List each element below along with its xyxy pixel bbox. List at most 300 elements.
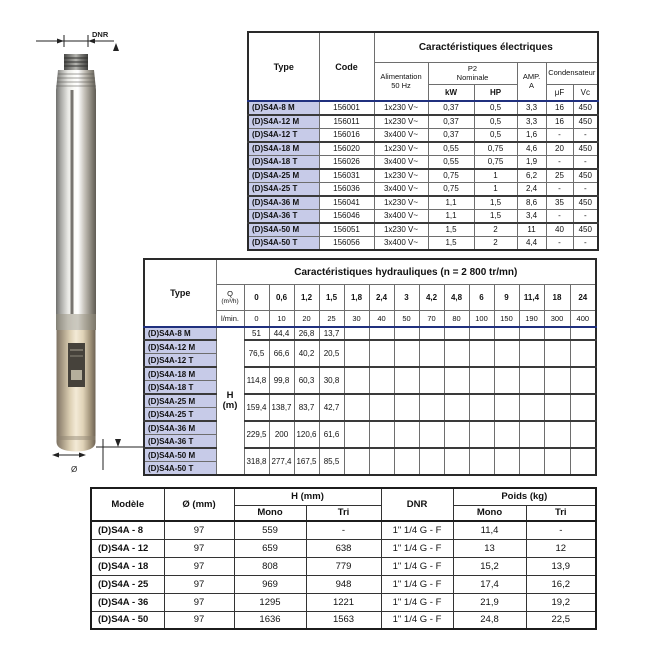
head-value <box>544 394 570 421</box>
cell-p_mono: 13 <box>453 539 526 557</box>
head-value: 76,5 <box>244 340 269 367</box>
head-value: 277,4 <box>269 448 294 475</box>
cell-alim: 3x400 V~ <box>374 210 428 224</box>
cell-vc: 450 <box>573 101 598 115</box>
cell-uf: 35 <box>546 196 573 210</box>
cell-kw: 1,5 <box>428 237 474 251</box>
cell-hp: 2 <box>474 223 517 237</box>
cell-code: 156001 <box>319 101 374 115</box>
dimension-arrow-icon <box>88 39 95 44</box>
dimension-arrow-icon <box>52 453 59 458</box>
lmin-value: 70 <box>419 311 444 327</box>
electrical-row <box>248 237 598 251</box>
cell-kw: 1,1 <box>428 196 474 210</box>
hydraulic-table-title: Caractéristiques hydrauliques (n = 2 800 tr/mn) <box>216 259 596 285</box>
dimensions-table-body <box>91 521 596 629</box>
hydraulic-table-body <box>144 327 596 476</box>
cell-a: 1,6 <box>517 129 546 143</box>
cell-h_tri: - <box>306 521 381 539</box>
col-header-code: Code <box>319 32 374 101</box>
q-value: 9 <box>494 285 519 311</box>
cell-type: (D)S4A-12 M <box>248 115 319 129</box>
cell-a: 3,4 <box>517 210 546 224</box>
cell-alim: 1x230 V~ <box>374 169 428 183</box>
electrical-row <box>248 129 598 143</box>
cell-uf: 16 <box>546 115 573 129</box>
col-header-p-tri: Tri <box>526 505 596 521</box>
col-header-dnr: DNR <box>381 488 453 521</box>
cell-p_mono: 11,4 <box>453 521 526 539</box>
cell-type: (D)S4A-18 T <box>248 156 319 170</box>
head-value <box>394 327 419 341</box>
col-header-type: Type <box>144 259 216 327</box>
cell-kw: 0,37 <box>428 129 474 143</box>
col-header-h-tri: Tri <box>306 505 381 521</box>
cell-vc: 450 <box>573 196 598 210</box>
head-value <box>369 367 394 394</box>
electrical-row <box>248 169 598 183</box>
head-value: 200 <box>269 421 294 448</box>
head-value <box>344 394 369 421</box>
head-value <box>544 448 570 475</box>
cell-hp: 2 <box>474 237 517 251</box>
col-header-type: Type <box>248 32 319 101</box>
head-value: 20,5 <box>319 340 344 367</box>
dimensions-row <box>91 593 596 611</box>
cell-vc: - <box>573 156 598 170</box>
cell-h_mono: 808 <box>234 557 306 575</box>
head-value <box>469 448 494 475</box>
head-value <box>444 394 469 421</box>
cell-dnr: 1" 1/4 G - F <box>381 593 453 611</box>
head-value: 229,5 <box>244 421 269 448</box>
electrical-table-title: Caractéristiques électriques <box>374 32 598 63</box>
cell-alim: 1x230 V~ <box>374 196 428 210</box>
head-value <box>369 394 394 421</box>
head-value: 13,7 <box>319 327 344 341</box>
head-value <box>519 340 544 367</box>
head-value <box>544 421 570 448</box>
cell-hp: 0,5 <box>474 129 517 143</box>
head-value: 318,8 <box>244 448 269 475</box>
cell-hp: 0,75 <box>474 156 517 170</box>
head-value <box>394 340 419 367</box>
head-value <box>544 367 570 394</box>
electrical-row <box>248 210 598 224</box>
head-value <box>369 340 394 367</box>
cell-model: (D)S4A - 12 <box>91 539 164 557</box>
head-value: 159,4 <box>244 394 269 421</box>
head-value <box>494 340 519 367</box>
q-value: 1,8 <box>344 285 369 311</box>
dimensions-row <box>91 539 596 557</box>
head-value <box>369 327 394 341</box>
head-value <box>494 327 519 341</box>
lmin-value: 150 <box>494 311 519 327</box>
cell-alim: 3x400 V~ <box>374 156 428 170</box>
q-value: 1,2 <box>294 285 319 311</box>
col-header-poids: Poids (kg) <box>453 488 596 505</box>
cell-uf: - <box>546 237 573 251</box>
cell-a: 6,2 <box>517 169 546 183</box>
electrical-row <box>248 156 598 170</box>
head-value <box>570 448 596 475</box>
cell-kw: 1,5 <box>428 223 474 237</box>
cell-diameter: 97 <box>164 539 234 557</box>
cell-type: (D)S4A-12 T <box>144 354 216 368</box>
head-value <box>494 394 519 421</box>
hydraulic-row <box>144 367 596 381</box>
cell-code: 156031 <box>319 169 374 183</box>
cell-code: 156046 <box>319 210 374 224</box>
q-value: 11,4 <box>519 285 544 311</box>
cell-hp: 1,5 <box>474 210 517 224</box>
cell-h_tri: 1563 <box>306 611 381 629</box>
cell-code: 156026 <box>319 156 374 170</box>
pump-thread <box>64 54 88 70</box>
lmin-value: 40 <box>369 311 394 327</box>
hydraulic-characteristics-table <box>143 258 597 476</box>
head-value <box>344 421 369 448</box>
head-value <box>394 367 419 394</box>
cell-dnr: 1" 1/4 G - F <box>381 557 453 575</box>
lmin-value: 0 <box>244 311 269 327</box>
cell-h_mono: 559 <box>234 521 306 539</box>
cell-kw: 0,75 <box>428 169 474 183</box>
head-value <box>469 340 494 367</box>
cell-hp: 1 <box>474 183 517 197</box>
cell-a: 3,3 <box>517 101 546 115</box>
pump-body <box>56 90 96 314</box>
head-value: 99,8 <box>269 367 294 394</box>
col-header-condensateur: Condensateur <box>546 63 598 85</box>
q-value: 18 <box>544 285 570 311</box>
col-header-h: H (mm) <box>234 488 381 505</box>
electrical-characteristics-table <box>247 31 599 251</box>
head-value <box>444 327 469 341</box>
q-value: 0,6 <box>269 285 294 311</box>
cell-kw: 0,55 <box>428 142 474 156</box>
cell-vc: - <box>573 129 598 143</box>
cell-hp: 0,75 <box>474 142 517 156</box>
cell-code: 156036 <box>319 183 374 197</box>
cell-h_mono: 1636 <box>234 611 306 629</box>
q-value: 3 <box>394 285 419 311</box>
cell-p_tri: 16,2 <box>526 575 596 593</box>
dimension-arrow-icon <box>57 39 64 44</box>
cell-hp: 0,5 <box>474 101 517 115</box>
head-meters-label: H (m) <box>216 327 244 476</box>
lmin-value: 300 <box>544 311 570 327</box>
lmin-value: 50 <box>394 311 419 327</box>
cell-code: 156016 <box>319 129 374 143</box>
head-value <box>494 367 519 394</box>
cell-type: (D)S4A-12 T <box>248 129 319 143</box>
cell-code: 156011 <box>319 115 374 129</box>
cell-type: (D)S4A-50 T <box>144 462 216 476</box>
cell-kw: 0,37 <box>428 101 474 115</box>
cell-p_tri: - <box>526 521 596 539</box>
col-header-vc: Vc <box>573 85 598 102</box>
cell-p_tri: 19,2 <box>526 593 596 611</box>
hydraulic-row <box>144 394 596 408</box>
hydraulic-row <box>144 327 596 341</box>
cell-kw: 0,37 <box>428 115 474 129</box>
cell-uf: 40 <box>546 223 573 237</box>
q-column-label: Q (m³/h) <box>216 285 244 311</box>
cell-h_mono: 1295 <box>234 593 306 611</box>
head-value <box>494 448 519 475</box>
dimensions-row <box>91 557 596 575</box>
head-value <box>344 448 369 475</box>
q-value: 4,2 <box>419 285 444 311</box>
cell-alim: 3x400 V~ <box>374 237 428 251</box>
head-value: 26,8 <box>294 327 319 341</box>
head-value: 83,7 <box>294 394 319 421</box>
cell-type: (D)S4A-36 M <box>144 421 216 435</box>
cell-dnr: 1" 1/4 G - F <box>381 521 453 539</box>
electrical-row <box>248 223 598 237</box>
cell-dnr: 1" 1/4 G - F <box>381 539 453 557</box>
cell-h_tri: 779 <box>306 557 381 575</box>
cell-diameter: 97 <box>164 575 234 593</box>
head-value <box>519 327 544 341</box>
cell-kw: 1,1 <box>428 210 474 224</box>
q-value: 0 <box>244 285 269 311</box>
cell-diameter: 97 <box>164 521 234 539</box>
cell-kw: 0,55 <box>428 156 474 170</box>
cell-p_mono: 17,4 <box>453 575 526 593</box>
head-value <box>544 340 570 367</box>
col-header-kw: kW <box>428 85 474 102</box>
electrical-row <box>248 101 598 115</box>
head-value: 40,2 <box>294 340 319 367</box>
head-value <box>344 327 369 341</box>
q-value: 4,8 <box>444 285 469 311</box>
col-header-p2: P2 Nominale <box>428 63 517 85</box>
cell-model: (D)S4A - 50 <box>91 611 164 629</box>
cell-vc: 450 <box>573 169 598 183</box>
cell-h_mono: 659 <box>234 539 306 557</box>
head-value <box>444 448 469 475</box>
head-value <box>519 367 544 394</box>
col-header-uf: μF <box>546 85 573 102</box>
head-value: 114,8 <box>244 367 269 394</box>
cell-a: 1,9 <box>517 156 546 170</box>
head-value: 138,7 <box>269 394 294 421</box>
cell-p_tri: 12 <box>526 539 596 557</box>
cell-code: 156056 <box>319 237 374 251</box>
lmin-value: 190 <box>519 311 544 327</box>
cell-type: (D)S4A-25 T <box>144 408 216 422</box>
lmin-value: 80 <box>444 311 469 327</box>
cell-kw: 0,75 <box>428 183 474 197</box>
electrical-row <box>248 115 598 129</box>
head-value: 60,3 <box>294 367 319 394</box>
dnr-dimension-label: DNR <box>92 30 109 39</box>
cell-uf: - <box>546 156 573 170</box>
cell-uf: - <box>546 183 573 197</box>
head-value: 51 <box>244 327 269 341</box>
col-header-model: Modèle <box>91 488 164 521</box>
cell-code: 156020 <box>319 142 374 156</box>
head-value <box>394 421 419 448</box>
head-value: 44,4 <box>269 327 294 341</box>
cell-type: (D)S4A-50 M <box>144 448 216 462</box>
head-value: 42,7 <box>319 394 344 421</box>
head-value <box>519 448 544 475</box>
cell-type: (D)S4A-8 M <box>144 327 216 341</box>
head-value <box>469 367 494 394</box>
cell-h_mono: 969 <box>234 575 306 593</box>
cell-vc: 450 <box>573 115 598 129</box>
head-value <box>444 340 469 367</box>
head-value <box>469 327 494 341</box>
cell-type: (D)S4A-18 T <box>144 381 216 395</box>
head-value <box>444 367 469 394</box>
head-value <box>544 327 570 341</box>
lmin-column-label: l/min. <box>216 311 244 327</box>
head-value <box>570 327 596 341</box>
cell-dnr: 1" 1/4 G - F <box>381 575 453 593</box>
height-arrow-down-icon <box>115 439 121 447</box>
electrical-row <box>248 196 598 210</box>
head-value <box>394 394 419 421</box>
electrical-table-body <box>248 101 598 250</box>
col-header-h-mono: Mono <box>234 505 306 521</box>
cell-type: (D)S4A-25 M <box>248 169 319 183</box>
dimensions-weight-table <box>90 487 597 630</box>
cell-uf: - <box>546 129 573 143</box>
col-header-amp: AMP. A <box>517 63 546 102</box>
cell-alim: 3x400 V~ <box>374 183 428 197</box>
head-value <box>570 421 596 448</box>
cell-uf: 16 <box>546 101 573 115</box>
dimensions-row <box>91 575 596 593</box>
cell-a: 2,4 <box>517 183 546 197</box>
cell-type: (D)S4A-25 M <box>144 394 216 408</box>
head-value <box>419 421 444 448</box>
cell-vc: 450 <box>573 223 598 237</box>
height-arrow-up-icon <box>113 43 119 51</box>
cell-p_mono: 21,9 <box>453 593 526 611</box>
q-value: 2,4 <box>369 285 394 311</box>
cell-vc: - <box>573 237 598 251</box>
diameter-symbol: Ø <box>71 465 78 474</box>
cell-uf: - <box>546 210 573 224</box>
dimensions-row <box>91 521 596 539</box>
cell-type: (D)S4A-50 T <box>248 237 319 251</box>
dimension-arrow-icon <box>79 453 86 458</box>
cell-model: (D)S4A - 8 <box>91 521 164 539</box>
head-value <box>419 327 444 341</box>
hydraulic-row <box>144 340 596 354</box>
cell-alim: 1x230 V~ <box>374 223 428 237</box>
cell-hp: 1 <box>474 169 517 183</box>
head-value <box>344 367 369 394</box>
cell-vc: - <box>573 210 598 224</box>
head-value <box>469 421 494 448</box>
electrical-row <box>248 142 598 156</box>
cell-uf: 20 <box>546 142 573 156</box>
cell-h_tri: 1221 <box>306 593 381 611</box>
head-value <box>419 448 444 475</box>
cell-uf: 25 <box>546 169 573 183</box>
cell-diameter: 97 <box>164 557 234 575</box>
cell-type: (D)S4A-8 M <box>248 101 319 115</box>
head-value <box>419 394 444 421</box>
col-header-alimentation: Alimentation 50 Hz <box>374 63 428 102</box>
hydraulic-row <box>144 448 596 462</box>
cell-type: (D)S4A-36 M <box>248 196 319 210</box>
electrical-row <box>248 183 598 197</box>
head-value: 120,6 <box>294 421 319 448</box>
cell-p_mono: 24,8 <box>453 611 526 629</box>
head-value <box>344 340 369 367</box>
cell-code: 156041 <box>319 196 374 210</box>
lmin-value: 100 <box>469 311 494 327</box>
cell-alim: 1x230 V~ <box>374 142 428 156</box>
head-value: 167,5 <box>294 448 319 475</box>
head-value <box>494 421 519 448</box>
head-value <box>419 367 444 394</box>
cell-type: (D)S4A-12 M <box>144 340 216 354</box>
head-value <box>570 394 596 421</box>
pump-illustration <box>28 18 158 488</box>
q-value: 6 <box>469 285 494 311</box>
cell-h_tri: 948 <box>306 575 381 593</box>
dimensions-row <box>91 611 596 629</box>
head-value <box>570 367 596 394</box>
lmin-value: 30 <box>344 311 369 327</box>
cell-model: (D)S4A - 18 <box>91 557 164 575</box>
cell-p_mono: 15,2 <box>453 557 526 575</box>
head-value <box>369 421 394 448</box>
cell-type: (D)S4A-36 T <box>248 210 319 224</box>
cell-vc: 450 <box>573 142 598 156</box>
lmin-value: 400 <box>570 311 596 327</box>
cell-a: 4,6 <box>517 142 546 156</box>
col-header-hp: HP <box>474 85 517 102</box>
head-value <box>369 448 394 475</box>
cell-alim: 3x400 V~ <box>374 129 428 143</box>
cell-a: 4,4 <box>517 237 546 251</box>
cell-p_tri: 22,5 <box>526 611 596 629</box>
head-value <box>419 340 444 367</box>
cell-type: (D)S4A-18 M <box>248 142 319 156</box>
lmin-value: 20 <box>294 311 319 327</box>
lmin-value: 25 <box>319 311 344 327</box>
head-value <box>570 340 596 367</box>
head-value: 85,5 <box>319 448 344 475</box>
cell-dnr: 1" 1/4 G - F <box>381 611 453 629</box>
head-value: 30,8 <box>319 367 344 394</box>
cell-type: (D)S4A-18 M <box>144 367 216 381</box>
head-value <box>519 421 544 448</box>
head-value <box>444 421 469 448</box>
col-header-diameter: Ø (mm) <box>164 488 234 521</box>
head-value <box>469 394 494 421</box>
cell-hp: 0,5 <box>474 115 517 129</box>
cell-alim: 1x230 V~ <box>374 115 428 129</box>
head-value <box>394 448 419 475</box>
cell-model: (D)S4A - 25 <box>91 575 164 593</box>
cell-vc: - <box>573 183 598 197</box>
head-value: 66,6 <box>269 340 294 367</box>
cell-hp: 1,5 <box>474 196 517 210</box>
head-value: 61,6 <box>319 421 344 448</box>
q-value: 24 <box>570 285 596 311</box>
